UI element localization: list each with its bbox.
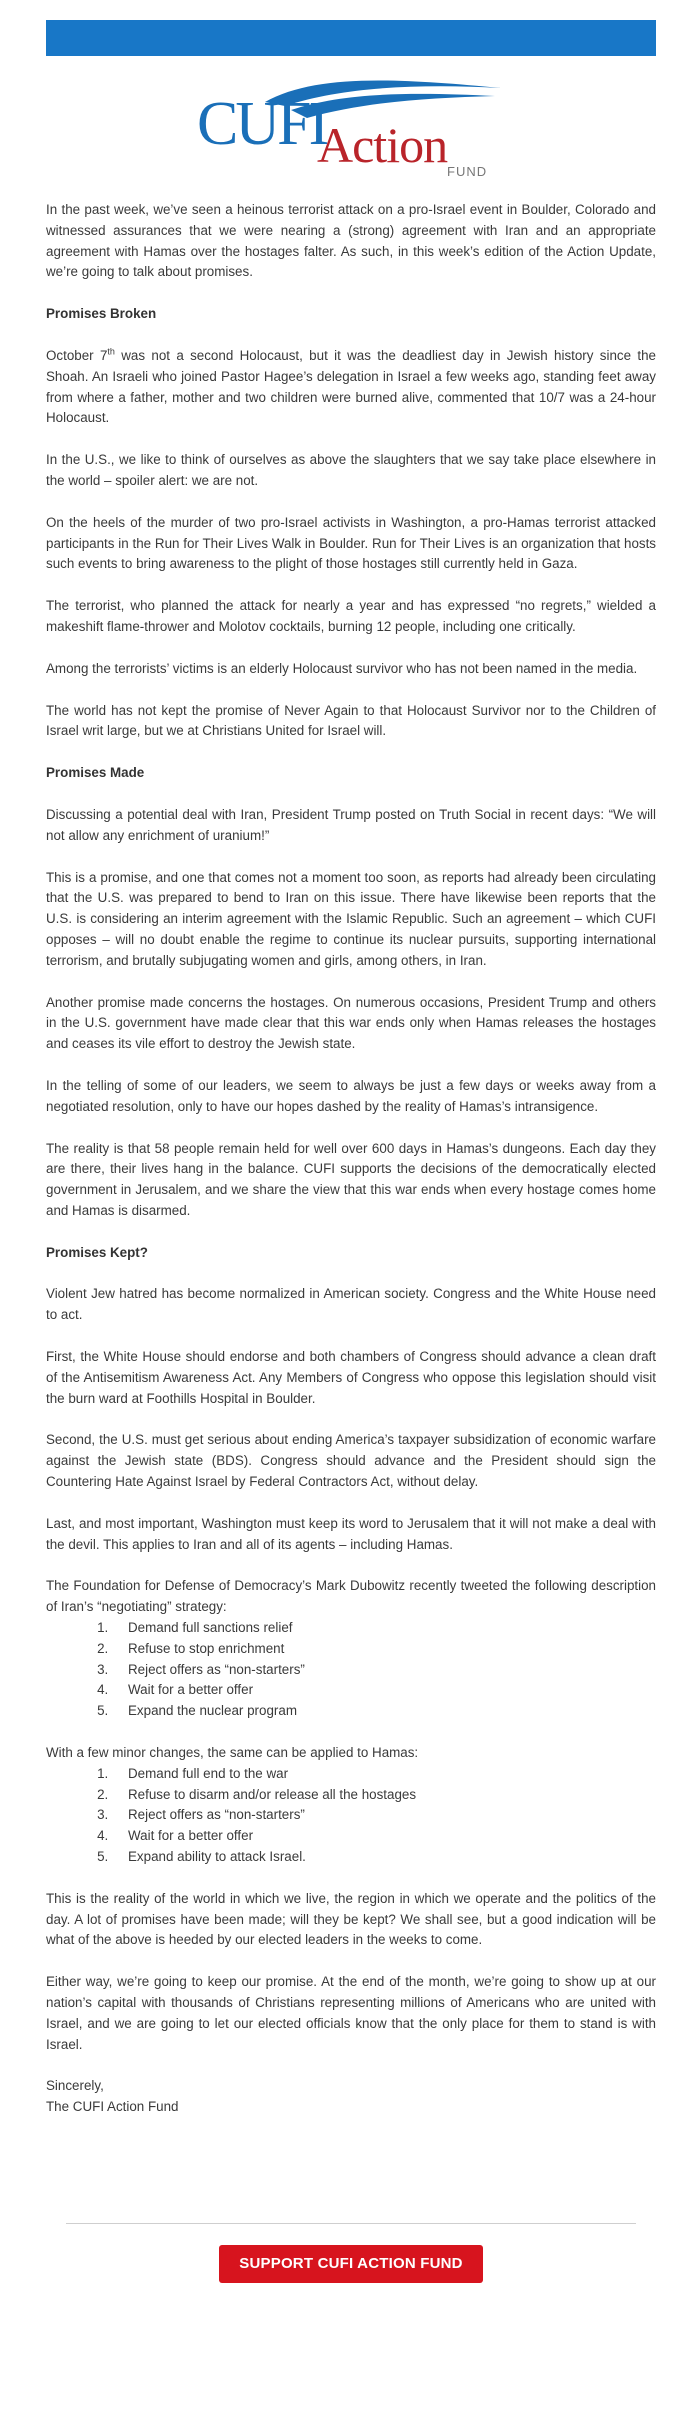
heading-promises-kept: Promises Kept?	[46, 1244, 148, 1260]
list-item: 4. Wait for a better offer	[112, 1680, 656, 1701]
closing-signature: The CUFI Action Fund	[46, 2099, 179, 2115]
list-item: 4. Wait for a better offer	[112, 1826, 656, 1847]
list-item: 5. Expand ability to attack Israel.	[112, 1847, 656, 1868]
paragraph: Second, the U.S. must get serious about ending America’s taxpayer subsidization of economic warfare against the Jewish state (BDS). Congress should advance and the President should sign the Countering Hate Against Israel by Federal Contractors Act, without delay.	[46, 1432, 656, 1490]
paragraph: First, the White House should endorse and both chambers of Congress should advance a clean draft of the Antisemitism Awareness Act. Any Members of Congress who oppose this legislation should visit the burn ward at Foothills Hospital in Boulder.	[46, 1349, 656, 1406]
paragraph: In the U.S., we like to think of ourselves as above the slaughters that we say take place elsewhere in the world – spoiler alert: we are not.	[46, 452, 656, 488]
heading-promises-broken: Promises Broken	[46, 306, 157, 322]
iran-strategy-list	[46, 1618, 656, 1722]
paragraph: This is the reality of the world in which we live, the region in which we operate and the politics of the day. A lot of promises have been made; will they be kept? We shall see, but a good indication will be what of the above is heeded by our elected leaders in the weeks to come.	[46, 1890, 656, 1948]
paragraph: Violent Jew hatred has become normalized in American society. Congress and the White House need to act.	[46, 1286, 656, 1323]
paragraph-october-7	[46, 346, 656, 429]
list-item: 5. Expand the nuclear program	[112, 1701, 656, 1722]
paragraph: Among the terrorists’ victims is an elderly Holocaust survivor who has not been named in the media.	[46, 660, 638, 676]
list-item: 2. Refuse to stop enrichment	[112, 1639, 656, 1660]
ordinal-suffix: th	[107, 346, 115, 357]
paragraph: In the telling of some of our leaders, we seem to always be just a few days or weeks away from a negotiated resolution, only to have our hopes dashed by the reality of Hamas’s intransigence.	[46, 1077, 656, 1114]
cufi-action-fund-logo	[195, 80, 505, 176]
paragraph: On the heels of the murder of two pro-Israel activists in Washington, a pro-Hamas terrorist attacked participants in the Run for Their Lives Walk in Boulder. Run for Their Lives is an organization that hosts such events to bring awareness to the plight of those hostages still currently held in Gaza.	[46, 514, 656, 572]
paragraph: Either way, we’re going to keep our promise. At the end of the month, we’re going to show up at our nation’s capital with thousands of Christians representing millions of Americans who are united with Israel, and we are going to let our elected officials know that the only place for them to stand is with Israel.	[46, 1974, 656, 2052]
list-item: 1. Demand full sanctions relief	[112, 1618, 656, 1639]
paragraph: The Foundation for Defense of Democracy’s Mark Dubowitz recently tweeted the following description of Iran’s “negotiating” strategy:	[46, 1578, 656, 1615]
support-cufi-action-fund-button[interactable]: SUPPORT CUFI ACTION FUND	[219, 2245, 483, 2283]
paragraph: Another promise made concerns the hostages. On numerous occasions, President Trump and others in the U.S. government have made clear that this war ends only when Hamas releases the hostages and ceases its vile effort to destroy the Jewish state.	[46, 994, 656, 1052]
october-7-text: October 7	[46, 347, 108, 363]
footer-divider	[66, 2223, 636, 2224]
list-item: 1. Demand full end to the war	[112, 1764, 656, 1785]
list-item: 3. Reject offers as “non-starters”	[112, 1660, 656, 1681]
intro-paragraph: In the past week, we’ve seen a heinous terrorist attack on a pro-Israel event in Boulder, Colorado and witnessed assurances that we were nearing a (strong) agreement with Iran and an appropriate agreement with Hamas over the hostages falter. As such, in this week’s edition of the Action Update, we’re going to talk about promises.	[46, 202, 656, 280]
paragraph: The world has not kept the promise of Never Again to that Holocaust Survivor nor to the Children of Israel writ large, but we at Christians United for Israel will.	[46, 702, 656, 739]
paragraph: Discussing a potential deal with Iran, President Trump posted on Truth Social in recent days: “We will not allow any enrichment of uranium!”	[46, 806, 656, 843]
paragraph: The terrorist, who planned the attack for nearly a year and has expressed “no regrets,” wielded a makeshift flame-thrower and Molotov cocktails, burning 12 people, including one critically.	[46, 598, 656, 634]
logo-cufi-text: CUFI	[197, 90, 327, 158]
paragraph: Last, and most important, Washington must keep its word to Jerusalem that it will not make a deal with the devil. This applies to Iran and all of its agents – including Hamas.	[46, 1515, 656, 1552]
october-7-rest: was not a second Holocaust, but it was the deadliest day in Jewish history since the Shoah. An Israeli who joined Pastor Hagee’s delegation in Israel a few weeks ago, standing feet away from where a father, mother and two children were burned alive, commented that 10/7 was a 24-hour Holocaust.	[46, 347, 656, 426]
header-bar	[46, 20, 656, 56]
paragraph: The reality is that 58 people remain held for well over 600 days in Hamas’s dungeons. Each day they are there, their lives hang in the balance. CUFI supports the decisions of the democratically elected government in Jerusalem, and we share the view that this war ends when every hostage comes home and Hamas is disarmed.	[46, 1140, 656, 1218]
hamas-strategy-list	[46, 1764, 656, 1868]
paragraph: With a few minor changes, the same can be applied to Hamas:	[46, 1745, 419, 1761]
heading-promises-made: Promises Made	[46, 765, 145, 781]
logo-action-text: Action	[317, 117, 448, 173]
closing-salutation: Sincerely,	[46, 2078, 104, 2094]
list-item: 3. Reject offers as “non-starters”	[112, 1805, 656, 1826]
paragraph: This is a promise, and one that comes not a moment too soon, as reports had already been circulating that the U.S. was prepared to bend to Iran on this issue. There have likewise been reports that the U.S. is considering an interim agreement with the Islamic Republic. Such an agreement – which CUFI opposes – will no doubt enable the regime to continue its nuclear pursuits, supporting international terrorism, and brutally subjugating women and girls, among others, in Iran.	[46, 869, 656, 968]
list-item: 2. Refuse to disarm and/or release all the hostages	[112, 1785, 656, 1806]
logo-fund-text: FUND	[447, 164, 488, 176]
email-body	[46, 200, 656, 2118]
